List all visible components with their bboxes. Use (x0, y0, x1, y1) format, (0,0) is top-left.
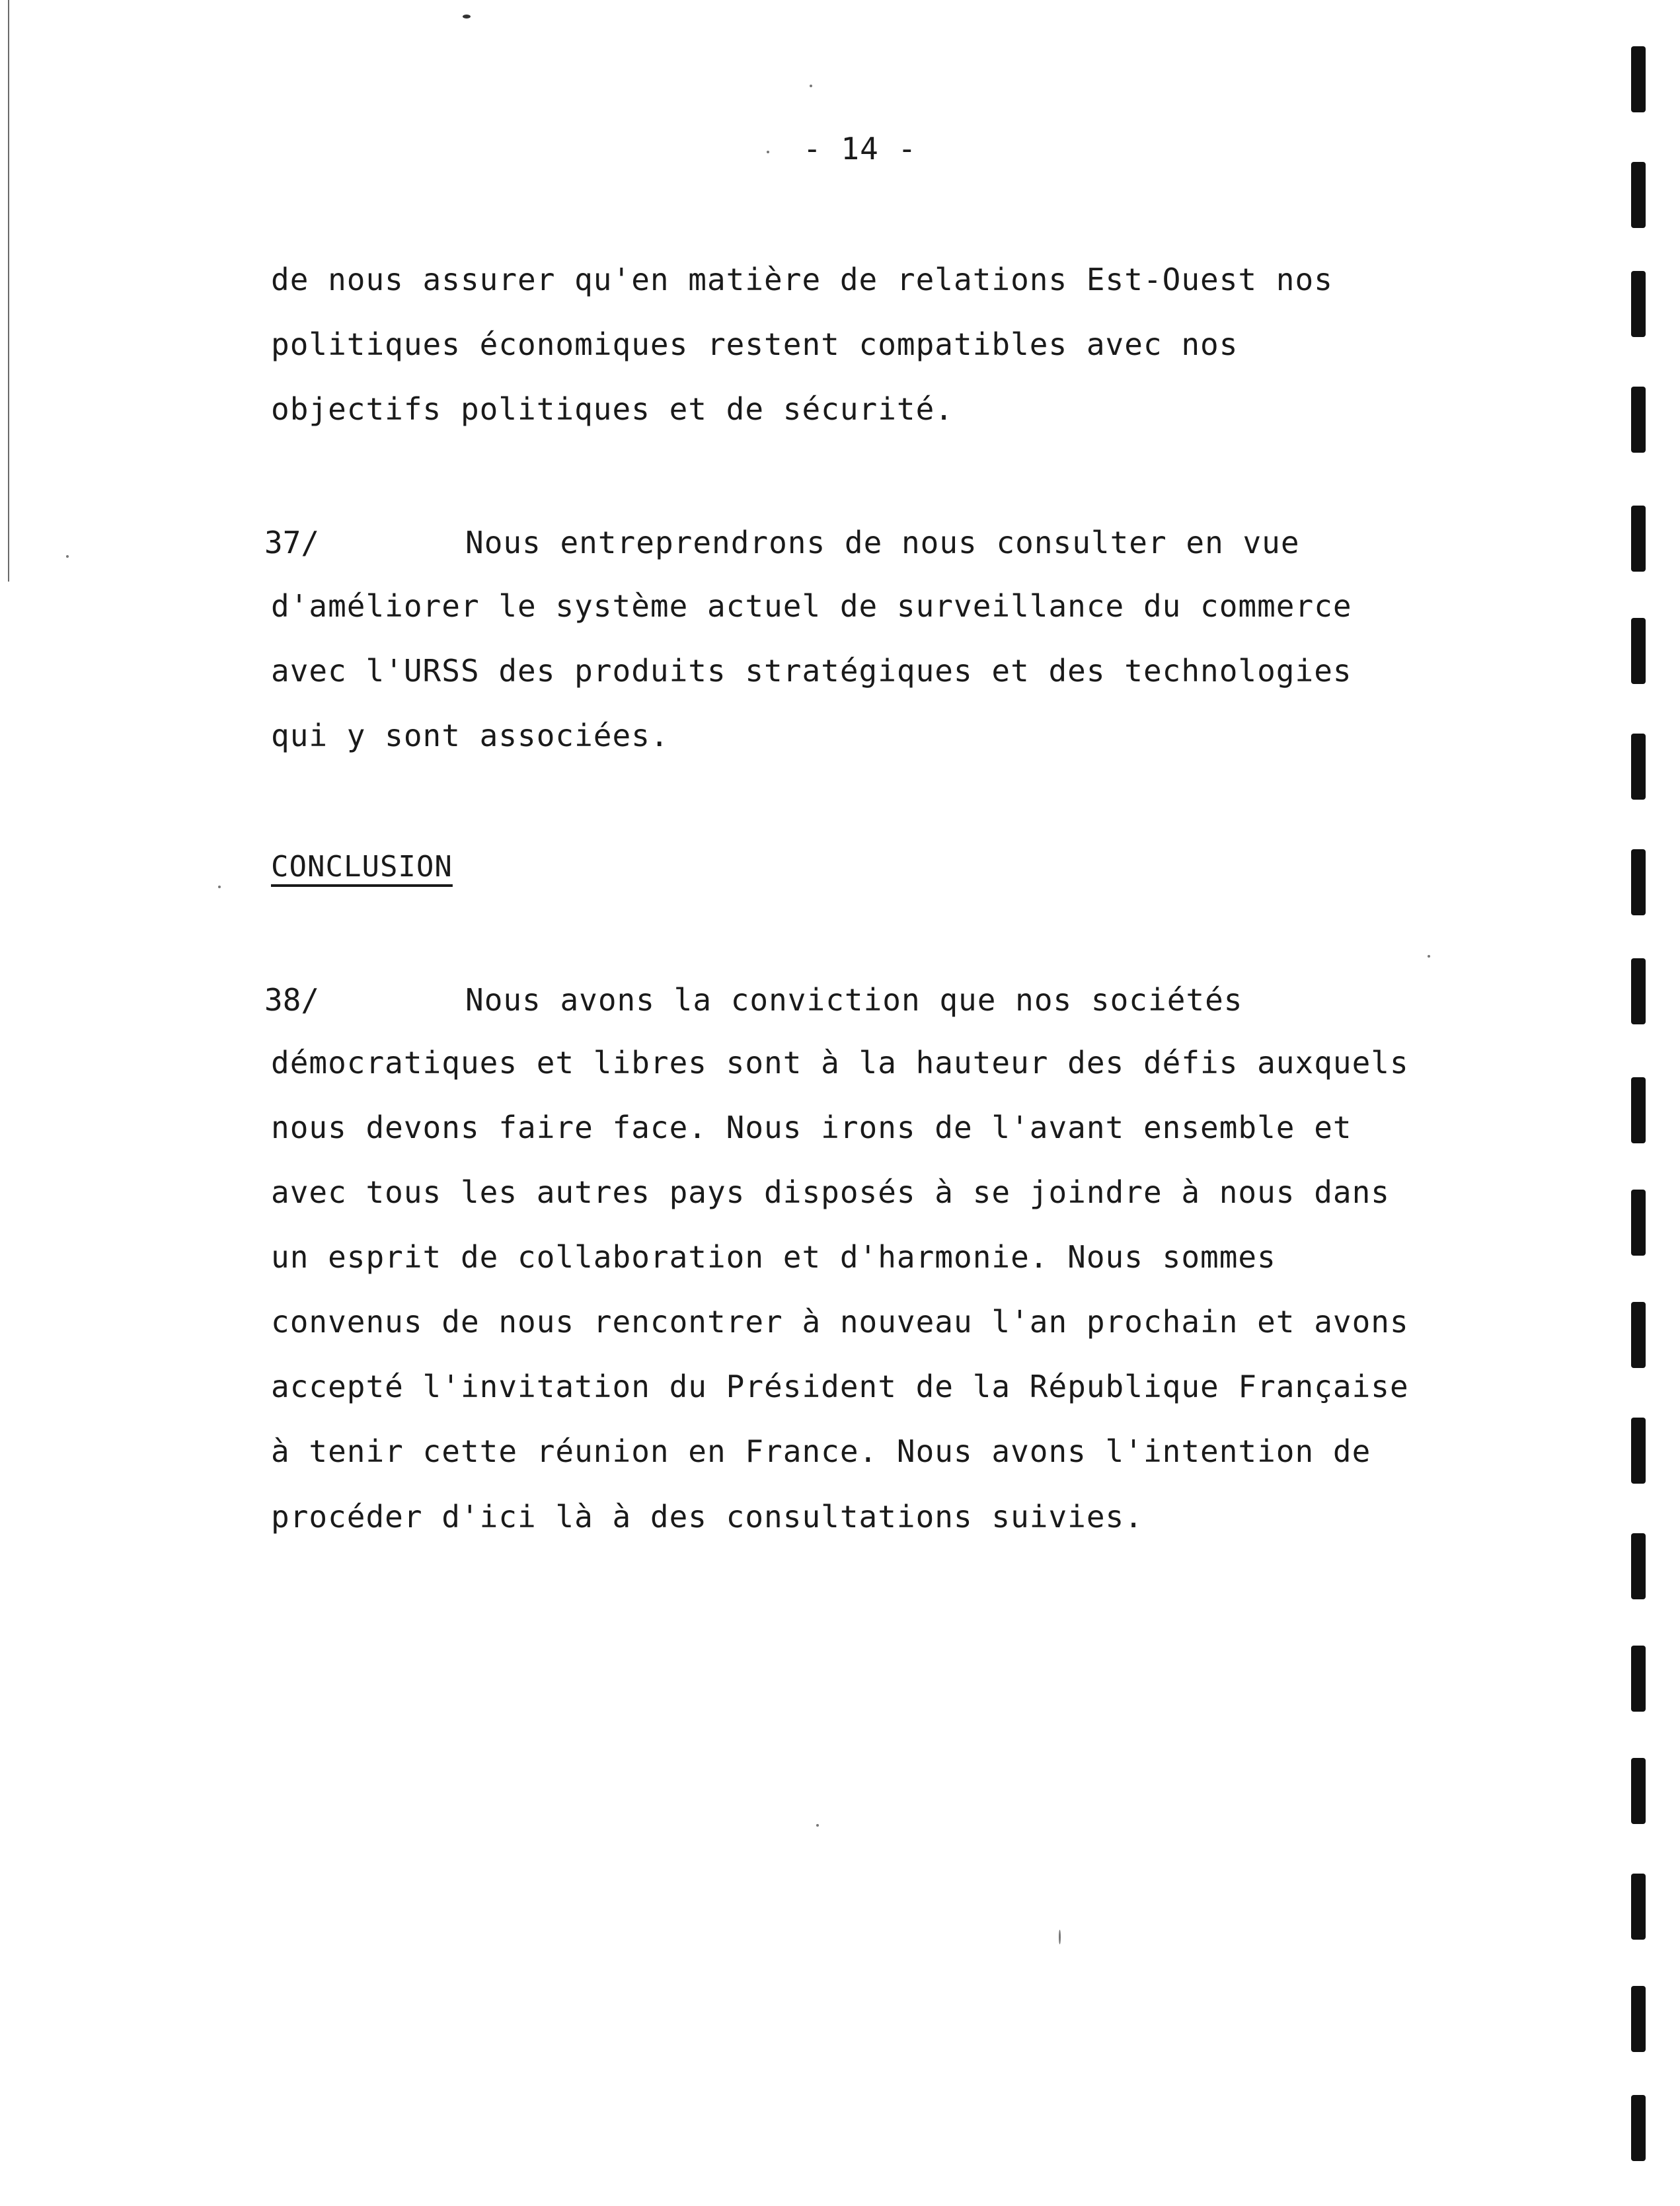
binder-mark (1631, 618, 1646, 684)
section-heading: CONCLUSION (271, 850, 453, 884)
paragraph-38-line: à tenir cette réunion en France. Nous avons l'intention de (271, 1433, 1371, 1469)
paragraph-37-line: d'améliorer le système actuel de surveillance du commerce (271, 588, 1352, 624)
left-margin-line (8, 0, 9, 582)
scan-speck (816, 1824, 819, 1827)
paragraph-37-first-line: Nous entreprendrons de nous consulter en vue (465, 525, 1300, 560)
binder-mark (1631, 734, 1646, 800)
binder-mark (1631, 1758, 1646, 1824)
paragraph-38-line: nous devons faire face. Nous irons de l'avant ensemble et (271, 1110, 1352, 1145)
continuation-line: de nous assurer qu'en matière de relations Est-Ouest nos (271, 262, 1333, 297)
paragraph-38-line: un esprit de collaboration et d'harmonie. Nous sommes (271, 1239, 1276, 1275)
paragraph-38-line: avec tous les autres pays disposés à se joindre à nous dans (271, 1174, 1390, 1210)
page-number: - 14 - (803, 131, 917, 167)
binder-mark (1631, 1986, 1646, 2052)
paragraph-number-38: 38/ (264, 982, 320, 1018)
paragraph-38-line: procéder d'ici là à des consultations suivies. (271, 1499, 1143, 1535)
binder-mark (1631, 387, 1646, 453)
binder-mark (1631, 958, 1646, 1024)
binder-mark (1631, 849, 1646, 915)
binder-mark (1631, 271, 1646, 337)
binder-mark (1631, 1646, 1646, 1712)
binder-mark (1631, 506, 1646, 572)
binder-mark (1631, 1190, 1646, 1256)
scan-speck (767, 151, 769, 153)
scan-speck (810, 85, 812, 87)
binder-mark (1631, 2095, 1646, 2161)
continuation-line: politiques économiques restent compatibles avec nos (271, 326, 1239, 362)
paragraph-38-line: démocratiques et libres sont à la hauteur des défis auxquels (271, 1045, 1409, 1081)
paragraph-38-line: accepté l'invitation du Président de la République Française (271, 1369, 1409, 1404)
paragraph-37-line: avec l'URSS des produits stratégiques et des technologies (271, 653, 1352, 689)
paragraph-37-line: qui y sont associées. (271, 718, 669, 753)
scan-speck (218, 886, 221, 888)
binder-mark (1631, 1533, 1646, 1599)
scan-speck (1059, 1930, 1061, 1944)
binder-mark (1631, 162, 1646, 228)
scan-speck (463, 15, 471, 19)
binder-mark (1631, 1077, 1646, 1143)
scan-speck (1428, 955, 1430, 958)
binder-mark (1631, 1302, 1646, 1368)
paragraph-38-first-line: Nous avons la conviction que nos sociétés (465, 982, 1243, 1018)
paragraph-number-37: 37/ (264, 525, 320, 560)
binder-mark (1631, 1418, 1646, 1484)
paragraph-38-line: convenus de nous rencontrer à nouveau l'an prochain et avons (271, 1304, 1409, 1340)
binder-mark (1631, 1874, 1646, 1940)
continuation-line: objectifs politiques et de sécurité. (271, 391, 954, 427)
binder-mark (1631, 46, 1646, 112)
scan-speck (66, 555, 69, 558)
